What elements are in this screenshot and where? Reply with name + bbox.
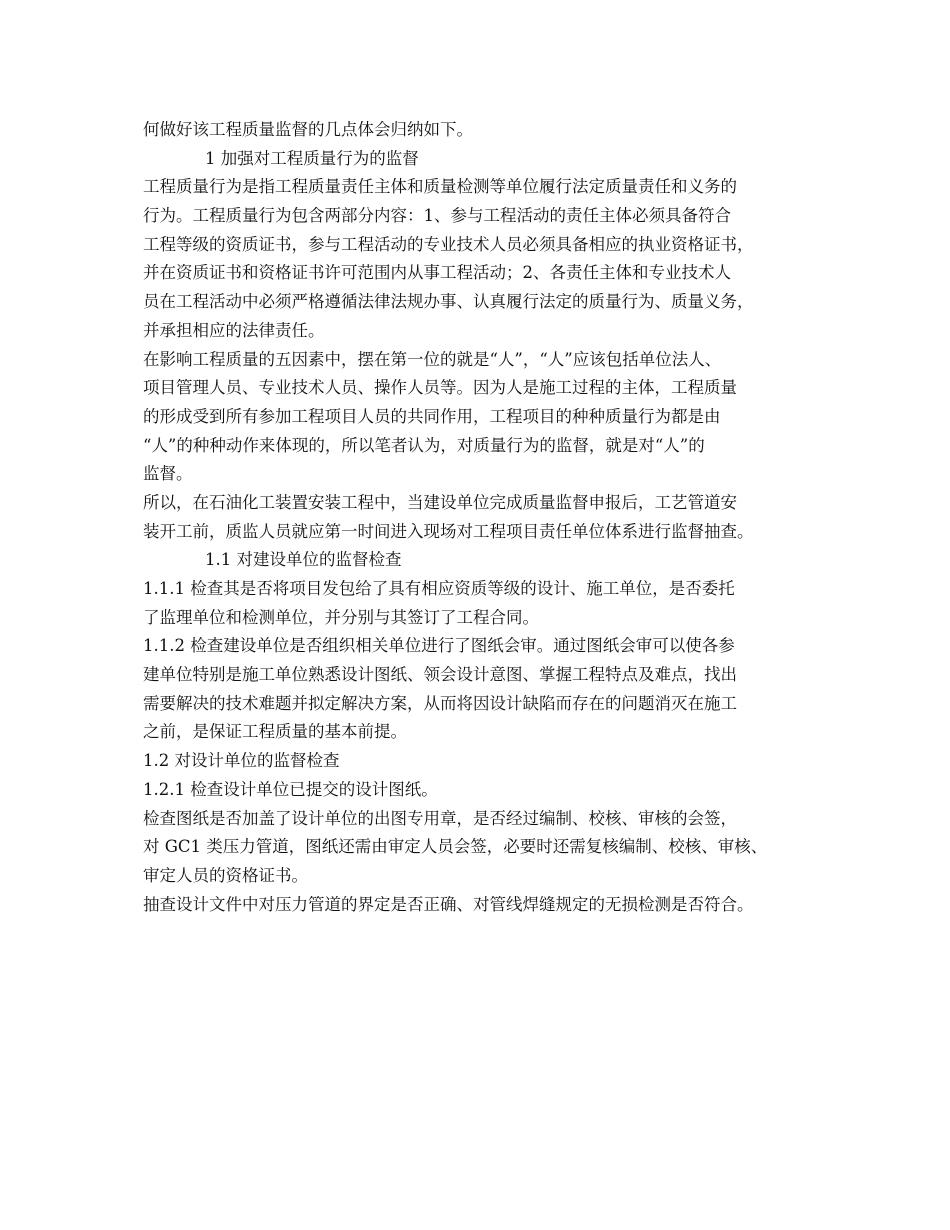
text-line: 并承担相应的法律责任。: [143, 320, 325, 340]
text-line: 何做好该工程质量监督的几点体会归纳如下。: [143, 120, 473, 139]
text-line: 审定人员的资格证书。: [143, 865, 308, 885]
text-line: 工程等级的资质证书，参与工程活动的专业技术人员必须具备相应的执业资格证书，: [143, 234, 754, 254]
text-line: 了监理单位和检测单位，并分别与其签订了工程合同。: [143, 607, 539, 627]
section-heading: 1.1 对建设单位的监督检查: [205, 550, 402, 570]
text-line: 之前，是保证工程质量的基本前提。: [143, 722, 407, 742]
text-line: “人”的种种动作来体现的，所以笔者认为，对质量行为的监督，就是对“人”的: [143, 435, 705, 455]
text-line: 1.2 对设计单位的监督检查: [143, 751, 340, 771]
text-line: 所以，在石油化工装置安装工程中，当建设单位完成质量监督申报后，工艺管道安: [143, 492, 737, 512]
text-line: 监督。: [143, 464, 193, 484]
text-line: 1.1.2 检查建设单位是否组织相关单位进行了图纸会审。通过图纸会审可以使各参: [143, 636, 735, 656]
text-line: 员在工程活动中必须严格遵循法律法规办事、认真履行法定的质量行为、质量义务，: [143, 292, 754, 312]
document-body: [143, 116, 833, 919]
text-line: 检查图纸是否加盖了设计单位的出图专用章，是否经过编制、校核、审核的会签，: [143, 808, 737, 828]
text-line: 项目管理人员、专业技术人员、操作人员等。因为人是施工过程的主体，工程质量: [143, 378, 737, 398]
text-line: 并在资质证书和资格证书许可范围内从事工程活动；2、各责任主体和专业技术人: [143, 263, 731, 283]
text-line: 在影响工程质量的五因素中，摆在第一位的就是“人”，“人”应该包括单位法人、: [143, 349, 722, 369]
text-line: 建单位特别是施工单位熟悉设计图纸、领会设计意图、掌握工程特点及难点，找出: [143, 665, 737, 685]
section-heading: 1 加强对工程质量行为的监督: [205, 148, 419, 168]
text-line: 对 GC1 类压力管道，图纸还需由审定人员会签，必要时还需复核编制、校核、审核、: [143, 837, 768, 857]
text-line: 1.2.1 检查设计单位已提交的设计图纸。: [143, 779, 438, 799]
text-line: 装开工前，质监人员就应第一时间进入现场对工程项目责任单位体系进行监督抽查。: [143, 521, 754, 541]
text-line: 行为。工程质量行为包含两部分内容：1、参与工程活动的责任主体必须具备符合: [143, 206, 731, 226]
text-line: 抽查设计文件中对压力管道的界定是否正确、对管线焊缝规定的无损检测是否符合。: [143, 894, 754, 914]
text-line: 的形成受到所有参加工程项目人员的共同作用，工程项目的种种质量行为都是由: [143, 406, 721, 426]
text-line: 1.1.1 检查其是否将项目发包给了具有相应资质等级的设计、施工单位，是否委托: [143, 579, 735, 598]
text-line: 工程质量行为是指工程质量责任主体和质量检测等单位履行法定质量责任和义务的: [143, 177, 737, 197]
text-line: 需要解决的技术难题并拟定解决方案，从而将因设计缺陷而存在的问题消灭在施工: [143, 693, 737, 713]
